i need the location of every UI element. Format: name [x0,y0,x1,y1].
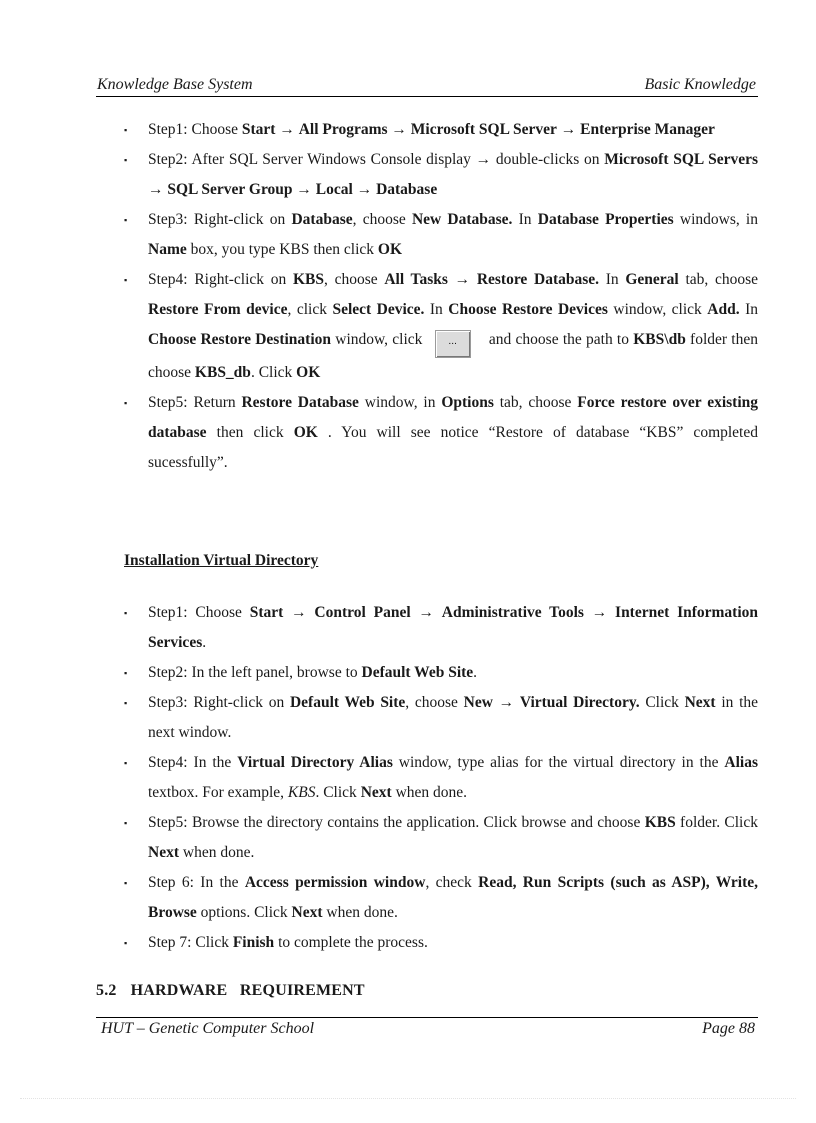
step-bold-text: SQL Server Group [167,181,293,198]
step-text: textbox. For example, [148,784,288,801]
step-text: box, you type KBS then click [186,241,378,258]
step-bold-text: Next [360,784,392,801]
footer-left: HUT – Genetic Computer School [101,1020,315,1037]
step-bold-text: KBS\db [633,331,686,348]
step-bold-text: Default Web Site [361,664,474,681]
step-text: window, click [331,331,427,348]
bullet-icon: ▪ [124,275,128,285]
step-text: Step2: In the left panel, browse to [148,664,362,681]
step-item [124,205,758,265]
step-text: → [275,121,299,138]
step-bold-text: Default Web Site [289,694,406,711]
virtual-directory-steps [124,598,758,958]
step-bold-text: Read, Run Scripts (such as ASP), Write, Browse [148,874,759,921]
step-bold-text: Add. [707,301,740,318]
step-text: when done. [179,844,255,861]
step-text: , choose [323,271,385,288]
step-text: , check [425,874,479,891]
step-bold-text: KBS [644,814,676,831]
step-text: Step 6: In the [148,874,245,891]
footer-right: Page 88 [702,1020,755,1037]
step-text: and choose the path to [484,331,634,348]
step-text: , choose [352,211,412,228]
step-text: folder. Click [675,814,758,831]
step-bold-text: Start [249,604,284,621]
step-bold-text: Control Panel [314,604,411,621]
step-item [124,688,758,748]
bullet-icon: ▪ [124,155,128,165]
step-item [124,928,758,958]
step-bold-text: Access permission window [244,874,426,891]
step-text: Step5: Return [148,394,242,411]
step-bold-text: Next [148,844,179,861]
bullet-icon: ▪ [124,698,128,708]
page-bottom-divider [20,1098,796,1099]
step-text: tab, choose [678,271,758,288]
step-text: when done. [322,904,398,921]
step-text: → [352,181,377,198]
step-bold-text: New [463,694,493,711]
step-bold-text: Internet Information Services [148,604,759,651]
bullet-icon: ▪ [124,398,128,408]
step-bold-text: General [625,271,679,288]
step-bold-text: Enterprise Manager [580,121,715,138]
step-bold-text: OK [377,241,403,258]
step-item [124,145,758,205]
step-bold-text: Local [315,181,353,198]
step-item [124,868,758,928]
step-text: Step 7: Click [148,934,233,951]
step-text: Step4: In the [148,754,238,771]
step-bold-text: Microsoft SQL Server [410,121,557,138]
page-header [96,74,758,97]
step-bold-text: Restore Database. [476,271,600,288]
step-text: window, in [358,394,442,411]
step-text: then click [206,424,294,441]
step-text: window, type alias for the virtual directory in the [392,754,725,771]
step-bold-text: Next [684,694,716,711]
step-text: windows, in [673,211,758,228]
restore-database-steps [124,115,758,478]
bullet-icon: ▪ [124,608,128,618]
step-text: in the next window. [148,694,759,741]
step-text: Step4: Right-click on [148,271,293,288]
section-subheading: Installation Virtual Directory [124,552,319,569]
step-text: when done. [391,784,468,801]
step-text: Step3: Right-click on [148,211,292,228]
bullet-icon: ▪ [124,125,128,135]
step-text: In [599,271,626,288]
step-text: , click [287,301,333,318]
page-footer [96,1017,758,1037]
step-text: . [202,634,207,651]
step-bold-text: Next [291,904,323,921]
step-text: → [492,694,520,711]
step-bold-text: Database Properties [537,211,674,228]
browse-button-icon: ... [435,330,471,358]
bullet-icon: ▪ [124,215,128,225]
step-text: → [292,181,316,198]
step-bold-text: Force restore over existing database [148,394,758,441]
step-bold-text: Virtual Directory. [519,694,640,711]
step-text: → [410,604,442,621]
step-bold-text: All Tasks [384,271,448,288]
step-text: , choose [405,694,464,711]
step-item [124,115,758,145]
step-item [124,388,758,478]
step-text: . Click [250,364,297,381]
step-bold-text: Choose Restore Destination [148,331,331,348]
bullet-icon: ▪ [124,938,128,948]
step-bold-text: KBS_db [194,364,251,381]
step-text: Step3: Right-click on [148,694,290,711]
step-bold-text: Database [376,181,438,198]
step-bold-text: OK [293,424,318,441]
step-text: In [739,301,758,318]
step-item [124,808,758,868]
step-bold-text: Select Device. [332,301,425,318]
step-text: folder then choose [148,331,758,381]
step-bold-text: Virtual Directory Alias [237,754,393,771]
step-bold-text: Choose Restore Devices [448,301,608,318]
step-bold-text: Restore Database [241,394,359,411]
bullet-icon: ▪ [124,818,128,828]
step-bold-text: All Programs [298,121,388,138]
step-item [124,658,758,688]
step-bold-text: Start [241,121,276,138]
step-bold-text: Restore From device [148,301,288,318]
step-text: . [473,664,478,681]
step-text: → [556,121,581,138]
step-text: → [583,604,616,621]
step-text: Step5: Browse the directory contains the application. Click browse and choose [148,814,645,831]
step-bold-text: New Database. [411,211,513,228]
step-text: options. Click [196,904,292,921]
step-text: → [447,271,477,288]
step-text: Step1: Choose [148,604,250,621]
step-text: Step1: Choose [148,121,242,138]
step-text: . You will see notice “Restore of database “KBS” completed sucessfully”. [148,424,758,471]
step-bold-text: Database [291,211,353,228]
step-text: Click [639,694,685,711]
step-text: In [512,211,538,228]
step-bold-text: Alias [724,754,758,771]
step-text: window, click [607,301,708,318]
step-item [124,265,758,388]
step-bold-text: Microsoft SQL Servers [604,151,758,168]
step-text: to complete the process. [274,934,428,951]
step-italic-text: KBS [287,784,316,801]
header-left: Knowledge Base System [97,76,253,93]
section-heading [96,982,365,1000]
step-item [124,748,758,808]
step-text: Step2: After SQL Server Windows Console display → double-clicks on [148,151,605,168]
step-item [124,598,758,658]
step-text: tab, choose [493,394,578,411]
bullet-icon: ▪ [124,758,128,768]
header-right: Basic Knowledge [644,76,756,93]
step-text: → [148,181,168,198]
step-text: . Click [315,784,361,801]
bullet-icon: ▪ [124,668,128,678]
step-bold-text: OK [296,364,321,381]
step-bold-text: Administrative Tools [441,604,584,621]
step-text: → [387,121,411,138]
step-text: → [283,604,315,621]
step-bold-text: KBS [292,271,324,288]
step-bold-text: Options [441,394,494,411]
bullet-icon: ▪ [124,878,128,888]
step-bold-text: Name [148,241,187,258]
step-text: In [424,301,449,318]
section-title: HARDWARE REQUIREMENT [130,982,365,999]
section-number: 5.2 [96,982,117,999]
step-bold-text: Finish [232,934,275,951]
